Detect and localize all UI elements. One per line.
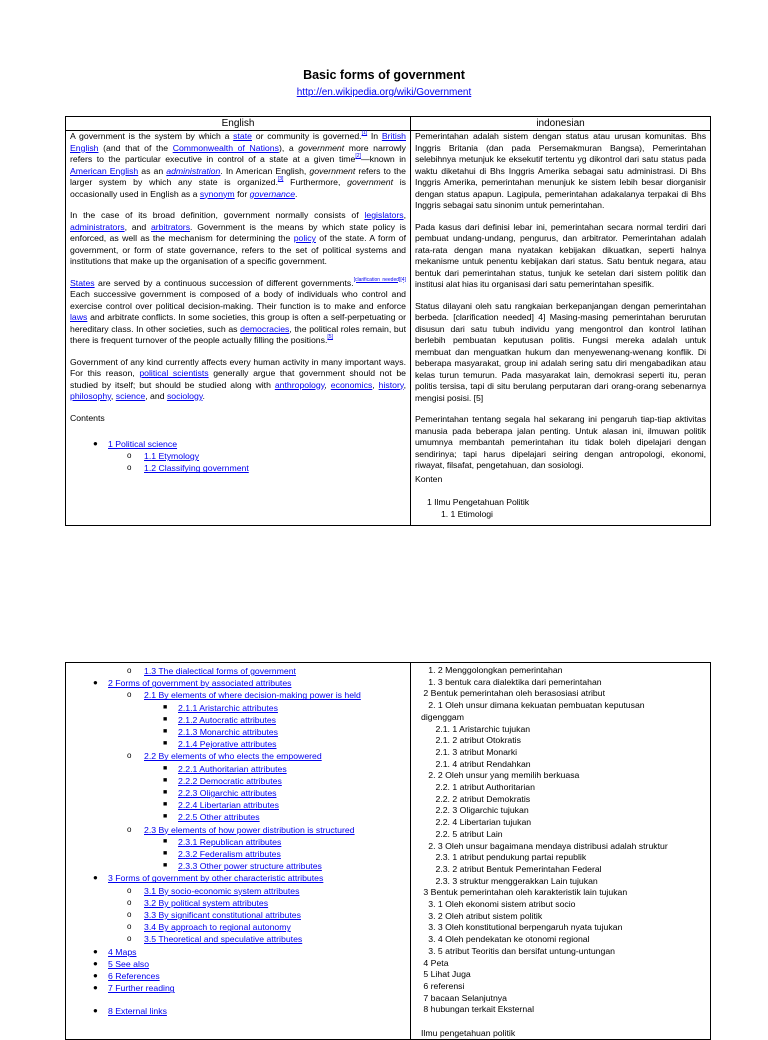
toc-line: 2.3. 2 atribut Bentuk Pemerintahan Federal: [421, 863, 602, 874]
link-states[interactable]: States: [70, 277, 95, 288]
bullet-icon: ●: [93, 971, 98, 981]
circle-bullet-icon: o: [127, 666, 132, 675]
english-paragraph-4: Government of any kind currently affects every human activity in many important ways. For this reason, political scientists generally argue that government should not be studied by itself; but should be studied along with anthropology, economics, history, philosophy, science, and sociology.: [70, 356, 407, 401]
contents-heading: Contents: [70, 412, 105, 423]
source-link[interactable]: http://en.wikipedia.org/wiki/Government: [296, 87, 472, 98]
toc-line: 3 Bentuk pemerintahan oleh karakteristik lain tujukan: [421, 887, 628, 898]
toc-item[interactable]: [70, 824, 406, 836]
square-bullet-icon: ■: [163, 789, 168, 797]
toc-item[interactable]: [70, 836, 406, 848]
square-bullet-icon: ■: [163, 715, 168, 723]
english-toc-part-1: [70, 438, 406, 475]
toc-line: 3. 4 Oleh pendekatan ke otonomi regional: [421, 934, 590, 945]
toc-link[interactable]: 3.5 Theoretical and speculative attributes: [144, 934, 303, 945]
circle-bullet-icon: o: [127, 897, 132, 907]
indonesian-toc-part-2: [411, 665, 706, 1039]
link-british-english[interactable]: British English: [70, 131, 406, 153]
toc-line: 2.2. 4 Libertarian tujukan: [421, 817, 532, 828]
square-bullet-icon: ■: [163, 740, 168, 748]
toc-item[interactable]: [70, 799, 406, 811]
toc-item[interactable]: [70, 860, 406, 872]
toc-link[interactable]: 2.2.1 Authoritarian attributes: [178, 763, 287, 774]
english-paragraph-3: States are served by a continuous succession of different governments.[clarification needed][4] Each successive government is composed of a body of individuals who control and exercise control over political decision-making. Their function is to make and enforce laws and arbitrate conflicts. In some societies, this group is often a self-perpetuating or hereditary class. In other societies, such as democracies, the political roles remain, but there is frequent turnover of the people actually filling the positions.[5]: [70, 276, 406, 345]
link-science[interactable]: science: [115, 391, 146, 401]
toc-link[interactable]: 5 See also: [108, 958, 150, 969]
square-bullet-icon: ■: [163, 801, 168, 809]
toc-link[interactable]: 2.1.3 Monarchic attributes: [178, 727, 278, 738]
toc-line: 2. 2 Oleh unsur yang memilih berkuasa: [421, 770, 580, 781]
toc-item[interactable]: [70, 848, 406, 860]
circle-bullet-icon: o: [127, 885, 132, 895]
link-administration[interactable]: administration: [166, 165, 221, 176]
toc-item[interactable]: [70, 811, 406, 823]
translation-table-page-2: [65, 662, 711, 1040]
toc-link[interactable]: 6 References: [108, 971, 160, 982]
toc-line: 3. 5 atribut Teoritis dan bersifat untung-untungan: [421, 945, 615, 956]
english-paragraph-1: A government is the system by which a state or community is governed.[1] In British English (and that of the Commonwealth of Nations), a government more narrowly refers to the particular executive in control of a state at a given time[2]—known in American English as an administration. In American English, government refers to the larger system by which any state is organized.[3] Furthermore, government is occasionally used in English as a synonym for governance.: [70, 130, 406, 199]
toc-link[interactable]: 3.3 By significant constitutional attributes: [144, 910, 301, 921]
toc-link[interactable]: 3.1 By socio-economic system attributes: [144, 885, 300, 896]
toc-line: 2.3. 3 struktur menggerakkan Lain tujukan: [421, 875, 598, 886]
toc-link[interactable]: 2 Forms of government by associated attributes: [108, 678, 292, 689]
toc-item[interactable]: [70, 982, 406, 994]
link-state[interactable]: state: [233, 131, 252, 141]
english-toc-cell: [66, 663, 411, 1040]
toc-link[interactable]: 2.3 By elements of how power distribution is structured: [144, 824, 355, 835]
toc-item[interactable]: [70, 689, 406, 701]
toc-line: 4 Peta: [421, 957, 449, 968]
toc-line: 2.2. 5 atribut Lain: [421, 828, 503, 839]
toc-link[interactable]: 2.3.2 Federalism attributes: [178, 849, 281, 860]
toc-line: 1. 3 bentuk cara dialektika dari pemerintahan: [421, 676, 602, 687]
circle-bullet-icon: o: [127, 463, 132, 473]
square-bullet-icon: ■: [163, 776, 168, 784]
link-administrators[interactable]: administrators: [70, 221, 125, 232]
toc-line: 2.2. 1 atribut Authoritarian: [421, 782, 535, 793]
link-american-english[interactable]: American English: [70, 165, 139, 176]
indonesian-cell: [411, 131, 711, 526]
toc-item[interactable]: o 1.1 Etymology: [127, 451, 200, 462]
source-url[interactable]: [0, 87, 768, 98]
toc-line: 6 referensi: [421, 980, 465, 991]
toc-item[interactable]: [70, 702, 406, 714]
toc-item[interactable]: [70, 872, 406, 884]
toc-line: 3. 3 Oleh konstitutional berpengaruh nyata tujukan: [421, 922, 623, 933]
circle-bullet-icon: o: [127, 934, 132, 944]
toc-line: 2.1. 4 atribut Rendahkan: [421, 758, 531, 769]
toc-item[interactable]: [70, 921, 406, 933]
toc-link[interactable]: 2.1.4 Pejorative attributes: [178, 739, 277, 750]
bullet-icon: ●: [93, 983, 98, 993]
link-laws[interactable]: laws: [70, 312, 88, 322]
toc-item[interactable]: [70, 909, 406, 921]
toc-item[interactable]: [70, 775, 406, 787]
toc-item[interactable]: [70, 665, 406, 677]
circle-bullet-icon: o: [127, 751, 132, 761]
toc-line: 2.2. 2 atribut Demokratis: [421, 793, 531, 804]
toc-link[interactable]: 3.4 By approach to regional autonomy: [144, 922, 291, 933]
square-bullet-icon: ■: [163, 850, 168, 858]
toc-item[interactable]: ● 1 Political science: [93, 439, 178, 449]
clarification-needed[interactable]: [clarification needed]: [353, 276, 401, 283]
toc-item[interactable]: [70, 750, 406, 762]
toc-item[interactable]: [70, 958, 406, 970]
bullet-icon: ●: [93, 873, 98, 883]
toc-item[interactable]: [70, 677, 406, 689]
square-bullet-icon: ■: [163, 764, 168, 772]
toc-item[interactable]: [70, 787, 406, 799]
english-paragraph-2: In the case of its broad definition, government normally consists of legislators, administrators, and arbitrators. Government is the means by which state policy is enforced, as well as the mechanism for determining the policy of the state. A form of government, or form of state governance, refers to the set of political systems and institutions that make up the organisation of a specific government.: [70, 210, 406, 266]
circle-bullet-icon: o: [127, 910, 132, 920]
bullet-icon: ●: [93, 946, 98, 956]
link-policy[interactable]: policy: [293, 233, 316, 243]
toc-link[interactable]: 3.2 By political system attributes: [144, 897, 269, 908]
bullet-icon: ●: [93, 1006, 98, 1016]
page-title: Basic forms of government: [303, 68, 465, 82]
ref-5[interactable]: [5]: [327, 334, 333, 340]
bullet-icon: ●: [93, 439, 98, 448]
toc-link[interactable]: 2.3.3 Other power structure attributes: [178, 861, 322, 872]
toc-item[interactable]: [70, 1005, 406, 1017]
toc-item[interactable]: [70, 946, 406, 958]
square-bullet-icon: ■: [163, 728, 168, 736]
square-bullet-icon: ■: [163, 862, 168, 870]
toc-line: [411, 1016, 706, 1028]
toc-line: 2.1. 3 atribut Monarki: [421, 746, 518, 757]
link-governance[interactable]: governance: [249, 188, 296, 199]
toc-link[interactable]: 2.1.2 Autocratic attributes: [178, 714, 277, 725]
link-legislators[interactable]: legislators: [364, 210, 404, 220]
toc-item[interactable]: o 1.2 Classifying government: [127, 463, 249, 474]
toc-link[interactable]: 2.1 By elements of where decision-making power is held: [144, 690, 361, 701]
translation-table-page-1: [65, 116, 711, 526]
ref-2[interactable]: [2]: [355, 153, 361, 159]
toc-line: 2 Bentuk pemerintahan oleh berasosiasi atribut: [421, 688, 605, 699]
link-synonym[interactable]: synonym: [199, 188, 235, 199]
indonesian-paragraph-4: Pemerintahan tentang segala hal sekarang ini pengaruh tiap-tiap aktivitas manusia pada beberapa jalan penting. Untuk alasan ini, ilmuwan politik umumnya membantah pemerintahan itu tidak boleh dipelajari dengan sendirinya; tapi harus dipelajari seiring dengan antropologi, ekonomi, riwayat, filsafat, pengetahuan, dan sosiologi.: [415, 414, 706, 470]
bullet-icon: ●: [93, 678, 98, 688]
ref-4[interactable]: [4]: [400, 276, 406, 283]
english-cell: [66, 131, 411, 526]
bullet-icon: ●: [93, 958, 98, 968]
toc-link[interactable]: 2.2.3 Oligarchic attributes: [178, 788, 277, 799]
indonesian-toc-1-1: 1. 1 Etimologi: [441, 508, 493, 519]
column-header-english: English: [66, 117, 411, 131]
toc-line: digenggam: [421, 711, 464, 722]
toc-item[interactable]: [70, 763, 406, 775]
toc-link[interactable]: 2.2.5 Other attributes: [178, 812, 260, 823]
toc-link[interactable]: 3 Forms of government by other characteristic attributes: [108, 873, 324, 884]
toc-line: 2.1. 1 Aristarchic tujukan: [421, 723, 531, 734]
toc-line: 2. 3 Oleh unsur bagaimana mendaya distribusi adalah struktur: [421, 840, 668, 851]
toc-link[interactable]: 7 Further reading: [108, 983, 175, 994]
indonesian-toc-1: 1 Ilmu Pengetahuan Politik: [427, 497, 530, 507]
link-arbitrators[interactable]: arbitrators: [150, 221, 191, 232]
toc-link[interactable]: 1.3 The dialectical forms of government: [144, 666, 296, 676]
toc-item[interactable]: [70, 714, 406, 726]
circle-bullet-icon: o: [127, 824, 132, 834]
indonesian-paragraph-2: Pada kasus dari definisi lebar ini, pemerintahan secara normal terdiri dari pembuat undang-undang, pengurus, dan arbitrator. Pemerintahan adalah rata-rata dengan mana nyatakan kebijakan dikuatkan, seperti halnya mekanisme untuk penentu kebijakan dari status. Satu bentuk negara, atau bentuk dari pemerintahan status, tunjuk ke setelan dari sistem politik dan institusi alat hias itu organisasi dari satu pemerintahan spesifik.: [415, 221, 706, 289]
link-political-scientists[interactable]: political scientists: [139, 368, 209, 378]
link-history[interactable]: history: [378, 379, 404, 390]
toc-link[interactable]: 2.2.4 Libertarian attributes: [178, 800, 279, 811]
toc-link[interactable]: 2.1.1 Aristarchic attributes: [178, 702, 278, 713]
toc-line: 2.3. 1 atribut pendukung partai republik: [421, 852, 587, 863]
toc-line: 7 bacaan Selanjutnya: [421, 992, 507, 1003]
indonesian-paragraph-1: Pemerintahan adalah sistem dengan status atau urusan komunitas. Bhs Inggris Britania (dan pada Persemakmuran Bangsa), Pemerintahan selebihnya metunjuk ke eksekutif tertentu yg dikontrol dari satu status pada waktu diketahui di Bhs Inggris Amerika sebagai satu administrasi. Di Bhs Inggris Amerika, pemerintahan menunjuk ke sistem lebih besar diorganisir dengan status apapun. Lagipula, pemerintahan adakalanya terpakai di Bhs Inggris sebagai satu sinonim untuk pemerintahan.: [415, 131, 706, 210]
indonesian-paragraph-3: Status dilayani oleh satu rangkaian berkepanjangan dengan pemerintahan berbeda. [clarification needed] 4] Masing-masing pemerintahan berurutan disusun dari satu tubuh individu yang mengontrol dan kontrol latihan berlebih pembuatan keputusan politis. Fungsi mereka adalah untuk membuat dan menguatkan hukum dan menyewenang-wenang konflik. Di beberapa masyarakat, group ini adalah sering satu diri mengabadikan atau kelas turun temurun. Pada masyarakat lain, demokrasi seperti itu, peran politis tersisa, tapi di situ berulang perputaran dari orang-orang sebenarnya mengisi posisi. [5]: [415, 300, 706, 403]
ref-1[interactable]: [1]: [361, 130, 368, 136]
toc-line: 2.1. 2 atribut Otokratis: [421, 735, 521, 746]
toc-line: 3. 2 Oleh atribut sistem politik: [421, 910, 543, 921]
toc-item[interactable]: [70, 970, 406, 982]
indonesian-toc-cell: [411, 663, 711, 1040]
square-bullet-icon: ■: [163, 837, 168, 845]
link-economics[interactable]: economics: [330, 379, 373, 390]
circle-bullet-icon: o: [127, 690, 132, 700]
link-democracies[interactable]: democracies: [240, 323, 290, 334]
link-philosophy[interactable]: philosophy: [70, 391, 111, 401]
column-header-indonesian: indonesian: [411, 117, 711, 131]
circle-bullet-icon: o: [127, 451, 132, 461]
toc-link[interactable]: 2.2.2 Democratic attributes: [178, 775, 282, 786]
toc-link[interactable]: 4 Maps: [108, 946, 137, 957]
toc-line: 5 Lihat Juga: [421, 969, 471, 980]
toc-line: 1. 2 Menggolongkan pemerintahan: [421, 665, 563, 675]
toc-line: 2. 1 Oleh unsur dimana kekuatan pembuatan keputusan: [421, 700, 645, 711]
toc-line: Ilmu pengetahuan politik: [421, 1027, 516, 1038]
link-anthropology[interactable]: anthropology: [274, 379, 325, 390]
toc-item[interactable]: [70, 885, 406, 897]
toc-item[interactable]: [70, 897, 406, 909]
link-commonwealth[interactable]: Commonwealth of Nations: [172, 142, 279, 153]
ref-3[interactable]: [3]: [277, 176, 284, 182]
toc-item[interactable]: [70, 726, 406, 738]
toc-line: 2.2. 3 Oligarchic tujukan: [421, 805, 529, 816]
link-sociology[interactable]: sociology: [166, 391, 203, 401]
square-bullet-icon: ■: [163, 813, 168, 821]
toc-line: 3. 1 Oleh ekonomi sistem atribut socio: [421, 899, 576, 910]
toc-link[interactable]: 2.2 By elements of who elects the empowered: [144, 751, 322, 762]
toc-item[interactable]: [70, 738, 406, 750]
toc-link[interactable]: 2.3.1 Republican attributes: [178, 836, 282, 847]
toc-line: 8 hubungan terkait Eksternal: [421, 1004, 535, 1015]
toc-link[interactable]: 8 External links: [108, 1006, 167, 1017]
square-bullet-icon: ■: [163, 703, 168, 711]
circle-bullet-icon: o: [127, 922, 132, 932]
toc-item[interactable]: [70, 933, 406, 945]
konten-heading: Konten: [415, 473, 443, 484]
english-toc-part-2: [70, 665, 406, 1018]
